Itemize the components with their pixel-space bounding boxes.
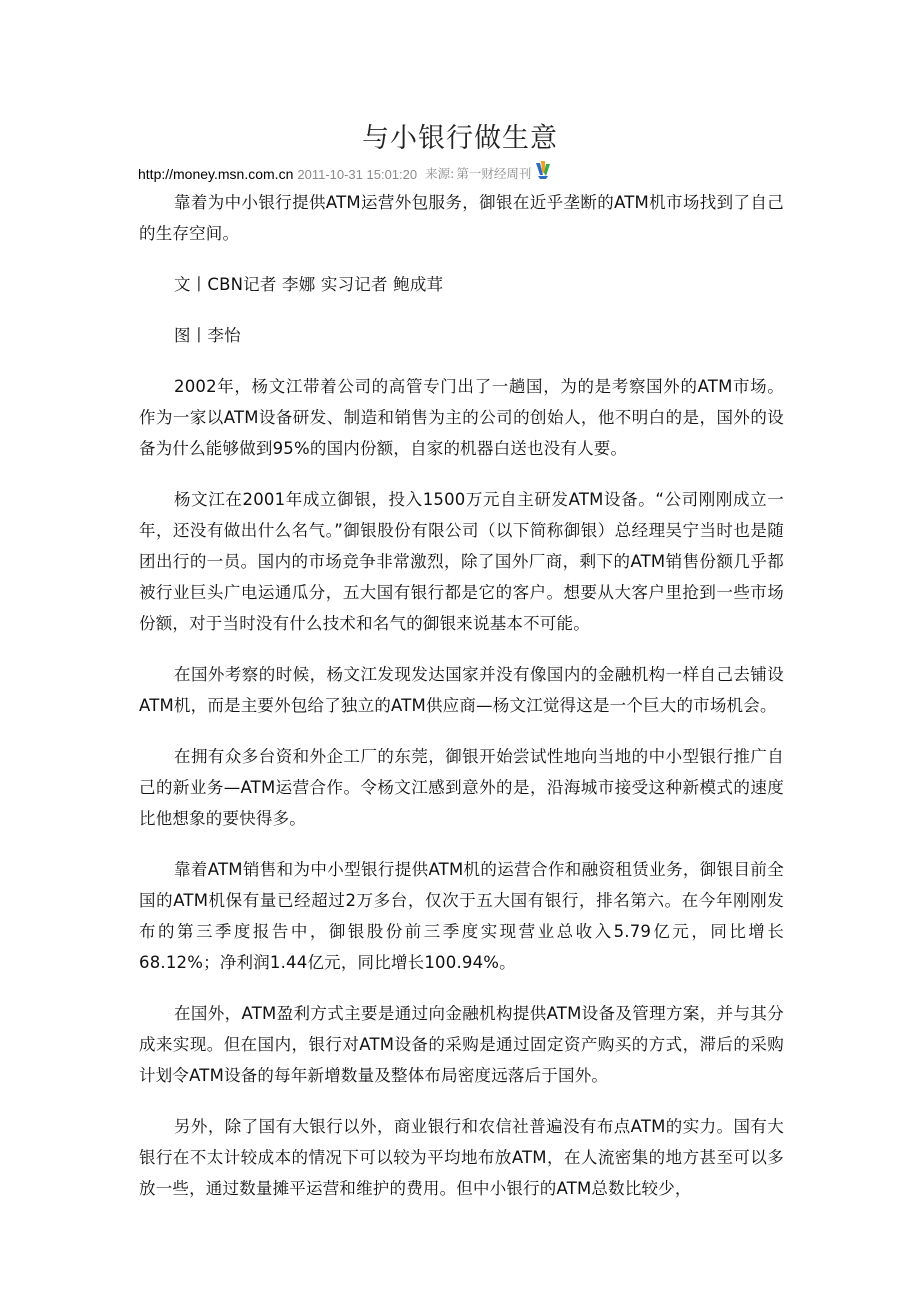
paragraph: 在国外考察的时候，杨文江发现发达国家并没有像国内的金融机构一样自己去铺设ATM机，而是主要外包给了独立的ATM供应商—杨文江觉得这是一个巨大的市场机会。 — [139, 665, 784, 715]
paragraph: 杨文江在2001年成立御银，投入1500万元自主研发ATM设备。“公司刚刚成立一年，还没有做出什么名气。”御银股份有限公司（以下简称御银）总经理吴宁当时也是随团出行的一员。国内的市场竞争非常激烈，除了国外厂商，剩下的ATM销售份额几乎都被行业巨头广电运通瓜分，五大国有银行都是它的客户。想要从大客户里抢到一些市场份额，对于当时没有什么技术和名气的御银来说基本不可能。 — [139, 490, 784, 633]
paragraph: 在国外，ATM盈利方式主要是通过向金融机构提供ATM设备及管理方案，并与其分成来实现。但在国内，银行对ATM设备的采购是通过固定资产购买的方式，滞后的采购计划令ATM设备的每年新增数量及整体布局密度远落后于国外。 — [139, 1004, 784, 1085]
paragraph: 2002年，杨文江带着公司的高管专门出了一趟国，为的是考察国外的ATM市场。作为一家以ATM设备研发、制造和销售为主的公司的创始人，他不明白的是，国外的设备为什么能够做到95%的国内份额，自家的机器白送也没有人要。 — [139, 377, 784, 458]
paragraph: 靠着ATM销售和为中小型银行提供ATM机的运营合作和融资租赁业务，御银目前全国的ATM机保有量已经超过2万多台，仅次于五大国有银行，排名第六。在今年刚刚发布的第三季度报告中，御银股份前三季度实现营业总收入5.79亿元，同比增长 68.12%；净利润1.44亿元，同比增长100.94%。 — [139, 860, 784, 972]
source-label: 来源: — [425, 166, 455, 181]
cbn-weekly-logo-icon — [534, 160, 552, 180]
publish-datetime: 2011-10-31 15:01:20 — [297, 167, 418, 182]
paragraph: 在拥有众多台资和外企工厂的东莞，御银开始尝试性地向当地的中小型银行推广自己的新业务—ATM运营合作。令杨文江感到意外的是，沿海城市接受这种新模式的速度比他想象的要快得多。 — [139, 747, 784, 828]
source-name: 第一财经周刊 — [456, 166, 532, 181]
paragraph-byline: 文丨CBN记者 李娜 实习记者 鲍成茸 — [174, 275, 444, 294]
article-meta — [138, 162, 552, 182]
paragraph: 另外，除了国有大银行以外，商业银行和农信社普遍没有布点ATM的实力。国有大银行在不太计较成本的情况下可以较为平均地布放ATM，在人流密集的地方甚至可以多放一些，通过数量摊平运营和维护的费用。但中小银行的ATM总数比较少， — [139, 1117, 784, 1198]
paragraph-photo-credit: 图丨李怡 — [174, 326, 241, 345]
article-body — [139, 187, 784, 1224]
article-title: 与小银行做生意 — [362, 123, 558, 154]
source-url-link[interactable]: http://money.msn.com.cn — [138, 166, 294, 182]
paragraph-lead: 靠着为中小银行提供ATM运营外包服务，御银在近乎垄断的ATM机市场找到了自己的生存空间。 — [139, 193, 784, 243]
